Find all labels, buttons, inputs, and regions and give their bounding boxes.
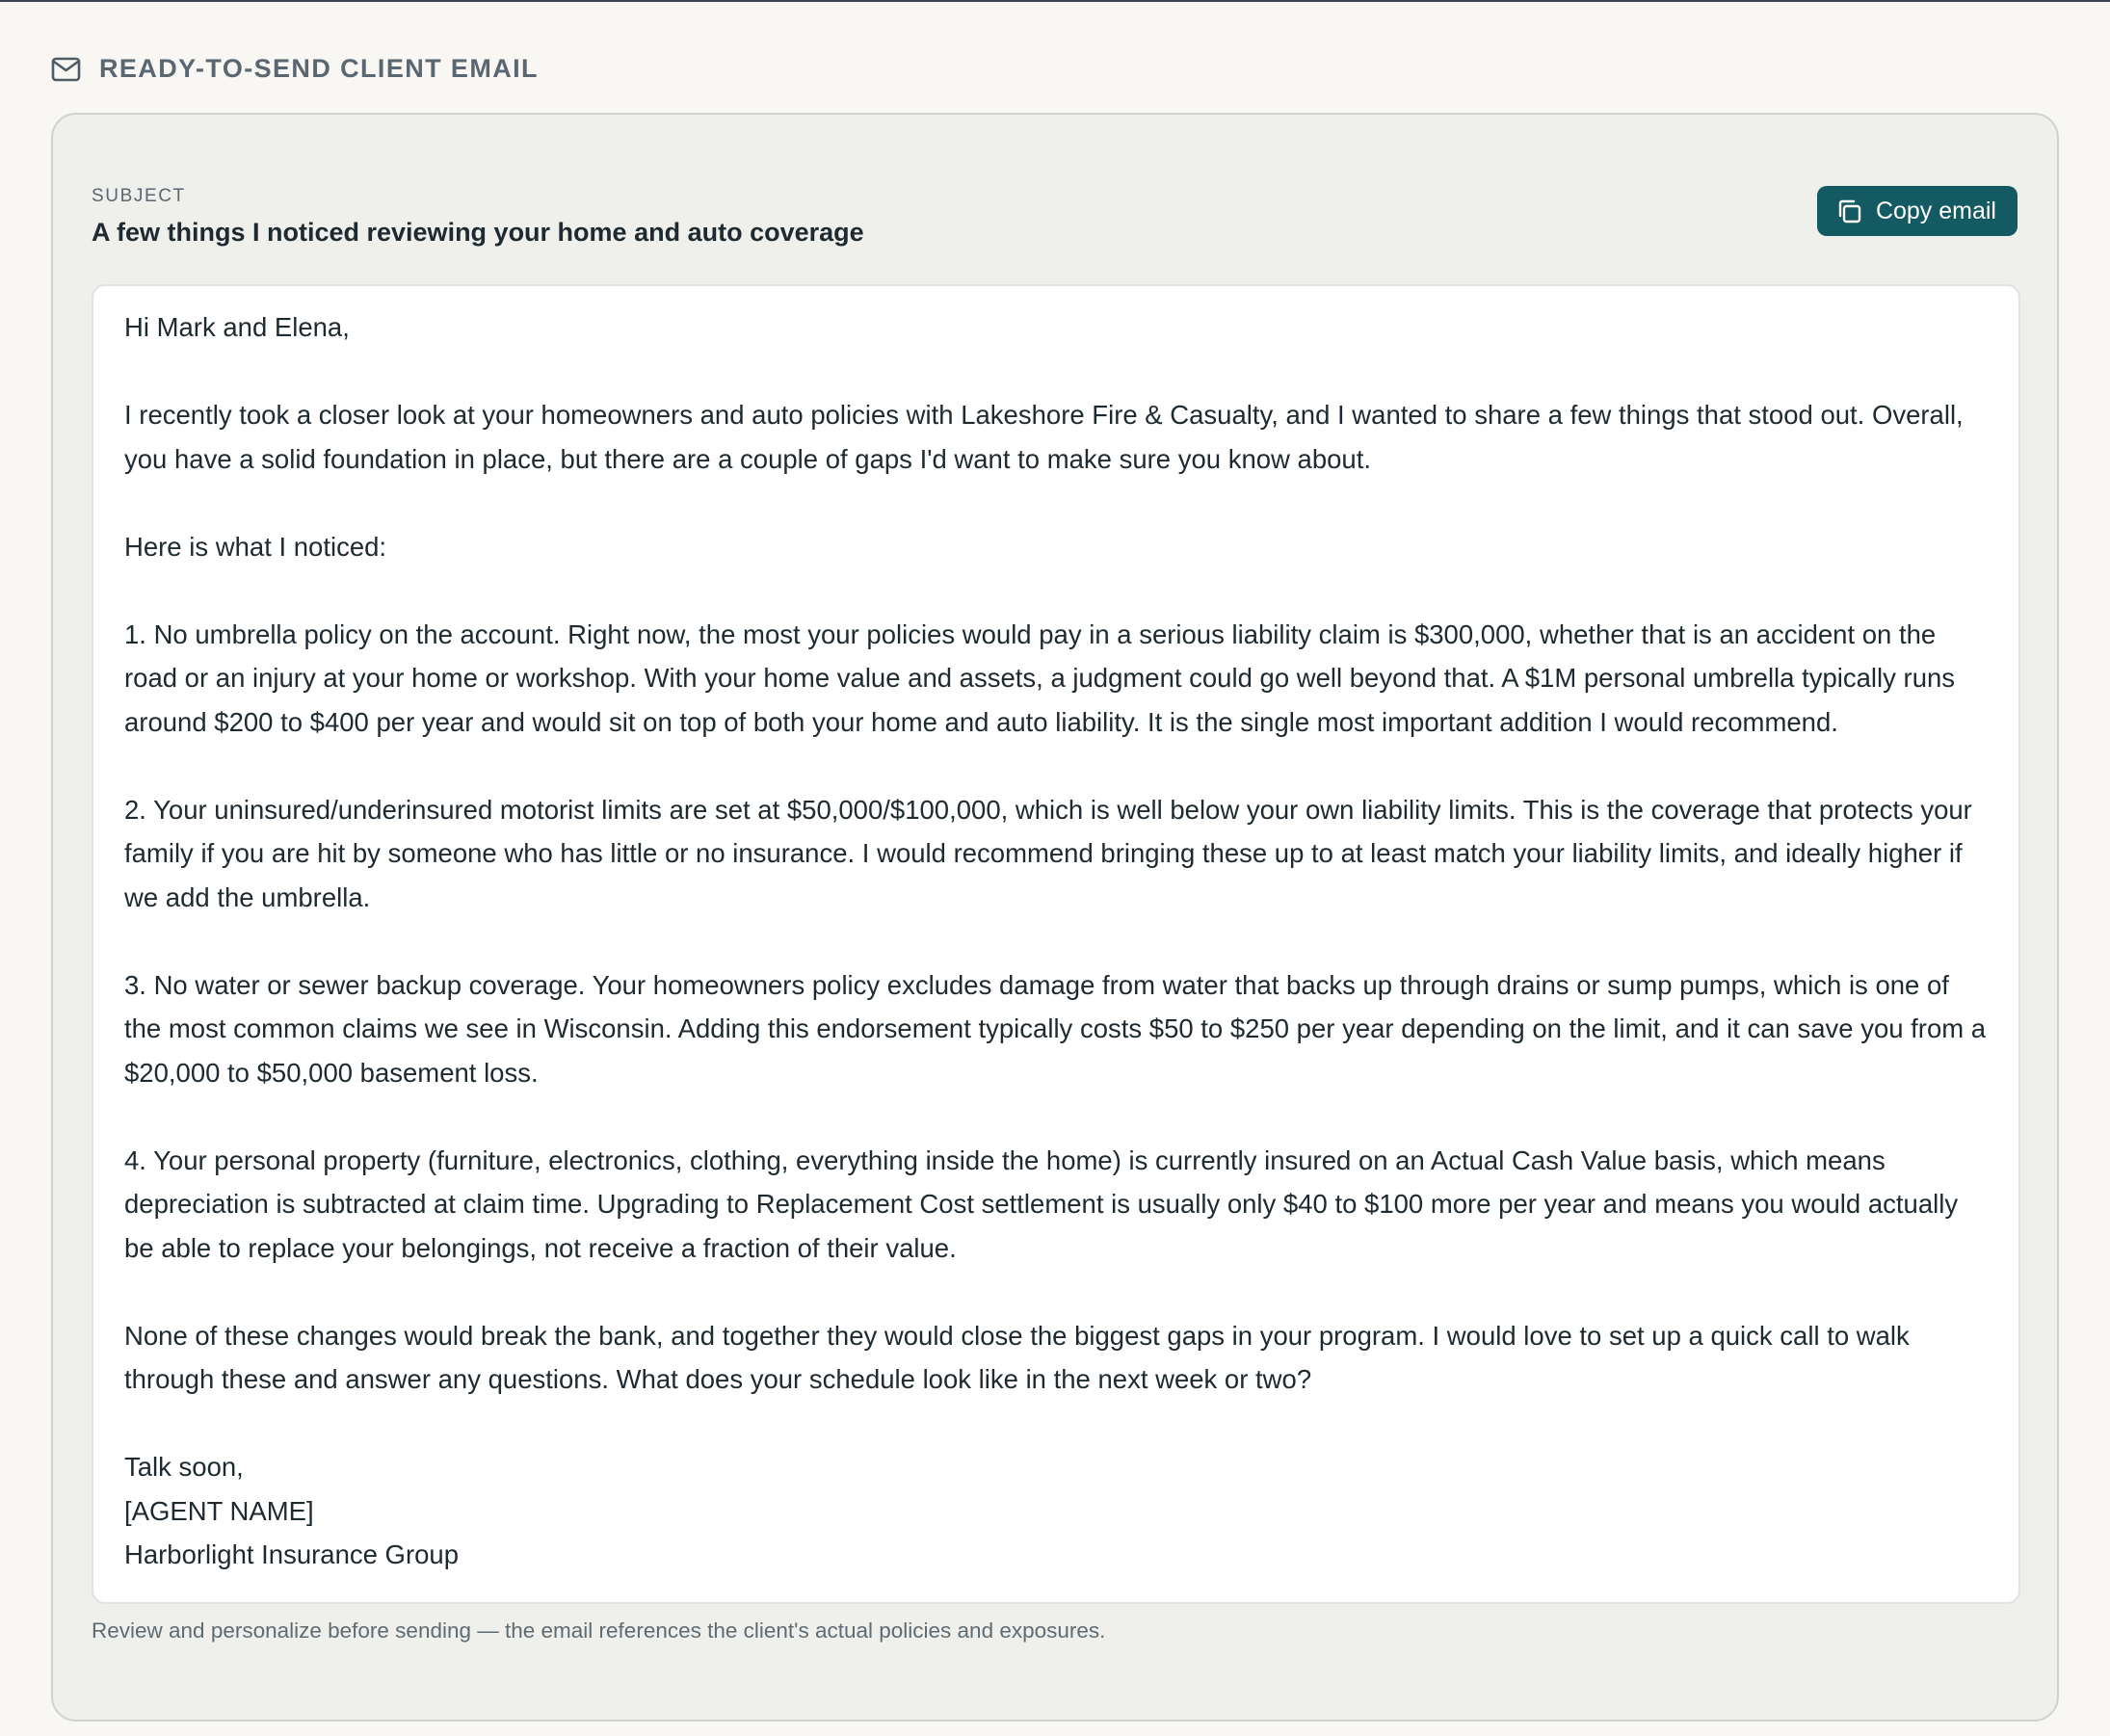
section-header xyxy=(51,54,539,84)
email-agency: Harborlight Insurance Group xyxy=(124,1539,459,1569)
email-point-4: 4. Your personal property (furniture, electronics, clothing, everything inside the home) is currently insured on an Actual Cash Value basis, which means depreciation is subtracted at claim time. Upgrading to Replacement Cost settlement is usually only $40 to $100 more per year and means you would actually be able to replace your belongings, not receive a fraction of their value. xyxy=(124,1144,1959,1263)
email-agent-name: [AGENT NAME] xyxy=(124,1495,314,1526)
email-signoff: Talk soon, xyxy=(124,1452,244,1482)
email-point-3: 3. No water or sewer backup coverage. Your homeowners policy excludes damage from water that backs up through drains or sump pumps, which is one of the most common claims we see in Wisconsin. Adding this endorsement typically costs $50 to $250 per year depending on the limit, and it can save you from a $20,000 to $50,000 basement loss. xyxy=(124,969,1987,1088)
email-point-1: 1. No umbrella policy on the account. Right now, the most your policies would pay in a serious liability claim is $300,000, whether that is an accident on the road or an injury at your home or workshop. With your home value and assets, a judgment could go well beyond that. A $1M personal umbrella typically runs around $200 to $400 per year and would sit on top of both your home and auto liability. It is the single most important addition I would recommend. xyxy=(124,618,1956,737)
email-subject[interactable]: A few things I noticed reviewing your home and auto coverage xyxy=(92,218,864,247)
subject-label: SUBJECT xyxy=(92,186,186,206)
review-footnote: Review and personalize before sending — the email references the client's actual policies and exposures. xyxy=(92,1618,1106,1643)
email-card xyxy=(51,113,2059,1722)
email-body[interactable] xyxy=(92,284,2020,1604)
copy-email-button[interactable] xyxy=(1817,186,2018,236)
section-title: READY-TO-SEND CLIENT EMAIL xyxy=(99,54,539,83)
email-closing: None of these changes would break the bank, and together they would close the biggest gaps in your program. I would love to set up a quick call to walk through these and answer any questions. What does your schedule look like in the next week or two? xyxy=(124,1320,1910,1394)
mail-icon xyxy=(51,57,81,82)
email-greeting: Hi Mark and Elena, xyxy=(124,312,350,342)
top-divider xyxy=(0,0,2110,2)
copy-icon xyxy=(1836,198,1862,224)
email-point-2: 2. Your uninsured/underinsured motorist limits are set at $50,000/$100,000, which is well below your own liability limits. This is the coverage that protects your family if you are hit by someone who has little or no insurance. I would recommend bringing these up to at least match your liability limits, and ideally higher if we add the umbrella. xyxy=(124,794,1972,912)
email-intro: I recently took a closer look at your homeowners and auto policies with Lakeshore Fire & Casualty, and I wanted to share a few things that stood out. Overall, you have a solid foundation in place, but there are a couple of gaps I'd want to make sure you know about. xyxy=(124,400,1964,474)
copy-email-label: Copy email xyxy=(1875,197,1996,224)
email-lead-in: Here is what I noticed: xyxy=(124,531,387,562)
